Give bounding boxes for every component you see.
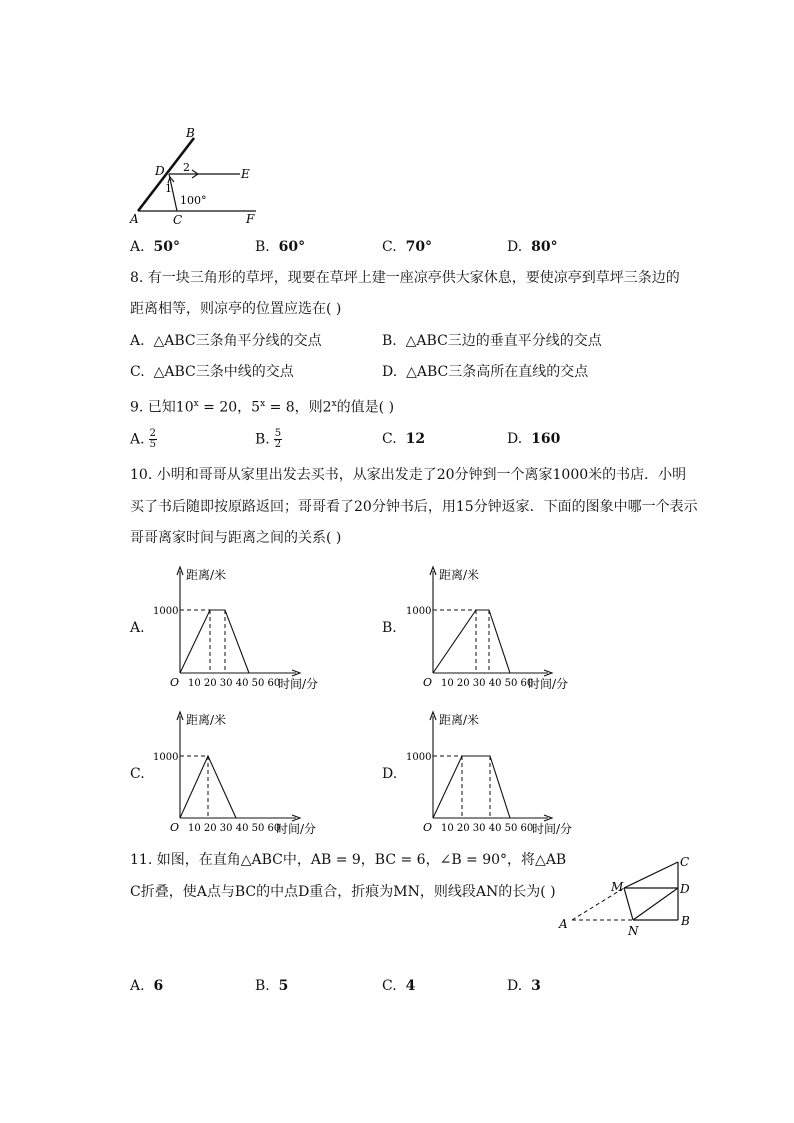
label-D: D — [155, 164, 165, 178]
graph-c-ticks: 10 20 30 40 50 60 — [188, 823, 281, 834]
q9-option-a[interactable]: A. $\frac{2}{5}$ — [130, 428, 156, 450]
q11-stem-line2: C折叠，使A点与BC的中点D重合，折痕为MN，则线段AN的长为( ) — [130, 884, 556, 900]
q10-stem-line3: 哥哥离家时间与距离之间的关系( ) — [130, 530, 342, 546]
graph-b-y1000: 1000 — [406, 606, 432, 617]
label-B: B — [681, 914, 690, 928]
graph-a-ylabel: 距离/米 — [186, 568, 227, 582]
graph-c-ylabel: 距离/米 — [186, 713, 227, 727]
q8-stem-line1: 8. 有一块三角形的草坪，现要在草坪上建一座凉亭供大家休息，要使凉亭到草坪三条边的 — [130, 270, 680, 286]
label-M: M — [611, 880, 624, 894]
graph-a-curve — [180, 610, 249, 673]
graph-a-y1000: 1000 — [153, 606, 179, 617]
label-E: E — [241, 167, 250, 181]
q7-option-a[interactable]: A. 50° — [130, 239, 180, 255]
graph-d-curve — [433, 756, 510, 818]
q9-option-c[interactable]: C. 12 — [382, 431, 426, 447]
q8-option-b[interactable]: B. △ABC三边的垂直平分线的交点 — [382, 333, 602, 349]
q10-graph-d[interactable] — [402, 708, 602, 838]
q11-option-a[interactable]: A. 6 — [130, 978, 164, 994]
q11-figure — [556, 850, 702, 942]
graph-d-ticks: 10 20 30 40 50 60 — [441, 823, 534, 834]
graph-c-xlabel: 时间/分 — [276, 822, 317, 836]
graph-b-origin: O — [423, 676, 433, 689]
graph-b-curve — [433, 610, 510, 673]
q8-option-d[interactable]: D. △ABC三条高所在直线的交点 — [382, 364, 589, 380]
q10-stem-line1: 10. 小明和哥哥从家里出发去买书，从家出发走了20分钟到一个离家1000米的书店．小明 — [130, 467, 687, 483]
q8-stem-line2: 距离相等，则凉亭的位置应选在( ) — [130, 301, 342, 317]
q9-option-d[interactable]: D. 160 — [507, 431, 561, 447]
q10-option-d-letter[interactable]: D. — [382, 766, 398, 782]
graph-b-xlabel: 时间/分 — [528, 677, 569, 691]
line-MC — [624, 862, 678, 888]
q10-graph-c[interactable] — [150, 708, 350, 838]
graph-d-origin: O — [423, 821, 433, 834]
q9-stem: 9. 已知$10^x = 20$，$5^x = 8$，则2$^x$的值是( ) — [130, 399, 395, 416]
q8-option-c[interactable]: C. △ABC三条中线的交点 — [130, 364, 294, 380]
q10-stem-line2: 买了书后随即按原路返回；哥哥看了20分钟书后，用15分钟返家．下面的图象中哪一个表示 — [130, 499, 698, 515]
q9-option-b[interactable]: B. $\frac{5}{2}$ — [255, 428, 282, 450]
label-N: N — [628, 924, 639, 938]
label-angle-2: 2 — [183, 161, 190, 174]
label-F: F — [246, 212, 255, 226]
label-angle-1: 1 — [165, 182, 172, 195]
q7-option-d[interactable]: D. 80° — [507, 239, 558, 255]
graph-d-y1000: 1000 — [406, 752, 432, 763]
graph-a-origin: O — [170, 676, 180, 689]
graph-c-y1000: 1000 — [153, 752, 179, 763]
q11-option-c[interactable]: C. 4 — [382, 978, 416, 994]
q7-option-b[interactable]: B. 60° — [255, 239, 306, 255]
label-C: C — [173, 213, 183, 227]
graph-b-ticks: 10 20 30 40 50 60 — [441, 678, 534, 689]
label-B: B — [186, 126, 195, 140]
q10-option-a-letter[interactable]: A. — [130, 620, 145, 636]
q11-option-d[interactable]: D. 3 — [507, 978, 541, 994]
graph-a-ticks: 10 20 30 40 50 60 — [188, 678, 281, 689]
graph-d-ylabel: 距离/米 — [439, 713, 480, 727]
q8-option-a[interactable]: A. △ABC三条角平分线的交点 — [130, 333, 322, 349]
label-C: C — [680, 855, 690, 869]
q7-figure — [128, 126, 268, 230]
q10-option-b-letter[interactable]: B. — [382, 620, 397, 636]
label-A: A — [130, 212, 139, 226]
q11-stem-line1: 11. 如图，在直角△ABC中，AB = 9，BC = 6，∠B = 90°，将△AB — [130, 852, 567, 868]
graph-a-xlabel: 时间/分 — [278, 677, 319, 691]
graph-b-ylabel: 距离/米 — [439, 568, 480, 582]
line-ND — [633, 888, 678, 920]
label-angle-100: 100° — [180, 194, 207, 207]
graph-d-xlabel: 时间/分 — [532, 822, 573, 836]
graph-c-origin: O — [170, 821, 180, 834]
q11-option-b[interactable]: B. 5 — [255, 978, 289, 994]
label-A: A — [559, 917, 568, 931]
line-MN — [624, 888, 633, 920]
q10-graph-b[interactable] — [402, 563, 602, 693]
q10-option-c-letter[interactable]: C. — [130, 766, 145, 782]
label-D: D — [680, 882, 690, 896]
q10-graph-a[interactable] — [150, 563, 350, 693]
q7-option-c[interactable]: C. 70° — [382, 239, 433, 255]
